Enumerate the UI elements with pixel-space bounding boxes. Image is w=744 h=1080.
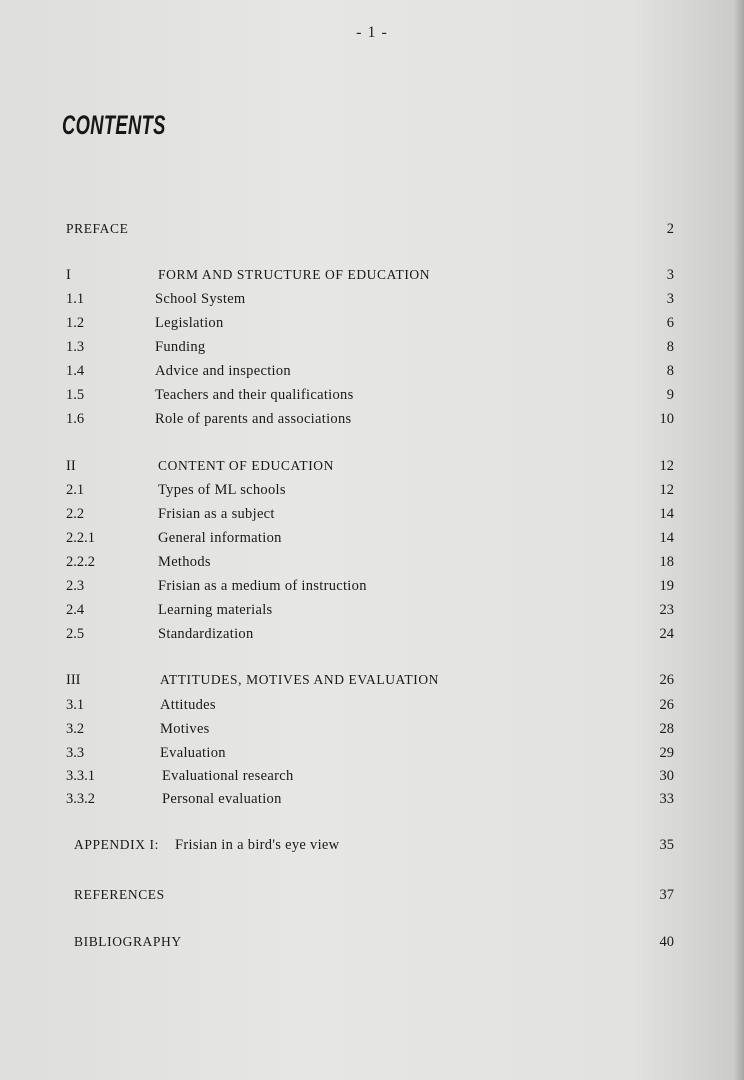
entry-number: 3.2 (66, 721, 85, 737)
bibliography-label: BIBLIOGRAPHY (74, 934, 182, 949)
entry-number: 3.3.2 (66, 791, 95, 807)
appendix-label: APPENDIX I: (74, 837, 159, 852)
entry-title: Personal evaluation (162, 791, 282, 807)
entry-number: 2.5 (66, 626, 85, 642)
entry-number: 1.5 (66, 387, 85, 403)
page-ref: 29 (659, 745, 674, 761)
toc-entry (0, 765, 744, 787)
page-ref: 18 (659, 554, 674, 570)
entry-number: 1.1 (66, 291, 85, 307)
entry-number: 3.3.1 (66, 768, 95, 784)
page-ref: 3 (666, 267, 674, 283)
toc-preface (0, 218, 744, 240)
entry-number: 1.3 (66, 339, 85, 355)
entry-title: Methods (158, 554, 211, 570)
section-title: CONTENT OF EDUCATION (158, 458, 334, 473)
entry-title: Teachers and their qualifications (155, 387, 354, 403)
toc-entry (0, 742, 744, 764)
page-ref: 19 (659, 578, 674, 594)
toc-entry (0, 408, 744, 430)
entry-number: 1.6 (66, 411, 85, 427)
entry-number: 2.2.2 (66, 554, 95, 570)
page-ref: 23 (659, 602, 674, 618)
page-ref: 10 (659, 411, 674, 427)
entry-title: Role of parents and associations (155, 411, 352, 427)
page-ref: 6 (666, 315, 674, 331)
section-number: II (66, 458, 76, 474)
entry-number: 2.2.1 (66, 530, 95, 546)
entry-number: 2.2 (66, 506, 85, 522)
page-ref: 28 (659, 721, 674, 737)
toc-entry (0, 288, 744, 310)
toc-entry (0, 503, 744, 525)
toc-entry (0, 718, 744, 740)
toc-entry (0, 384, 744, 406)
toc-section-heading (0, 669, 744, 691)
toc-entry (0, 694, 744, 716)
entry-title: Motives (160, 721, 210, 737)
contents-heading: CONTENTS (62, 110, 166, 140)
entry-title: Funding (155, 339, 206, 355)
entry-number: 2.1 (66, 482, 85, 498)
entry-title: Attitudes (160, 697, 216, 713)
entry-title: Standardization (158, 626, 254, 642)
toc-entry (0, 599, 744, 621)
page-ref: 26 (659, 697, 674, 713)
entry-title: General information (158, 530, 282, 546)
entry-title: Advice and inspection (155, 363, 291, 379)
page-ref: 14 (659, 506, 674, 522)
page-ref: 12 (659, 482, 674, 498)
toc-entry (0, 312, 744, 334)
entry-title: Learning materials (158, 602, 273, 618)
toc-entry (0, 360, 744, 382)
entry-number: 2.3 (66, 578, 85, 594)
page-ref: 12 (659, 458, 674, 474)
entry-number: 3.3 (66, 745, 85, 761)
page-ref: 9 (666, 387, 674, 403)
entry-number: 1.4 (66, 363, 85, 379)
page-ref: 30 (659, 768, 674, 784)
preface-label: PREFACE (66, 221, 129, 236)
toc-entry (0, 527, 744, 549)
entry-number: 1.2 (66, 315, 85, 331)
toc-entry (0, 575, 744, 597)
entry-title: Frisian as a subject (158, 506, 275, 522)
toc-bibliography (0, 931, 744, 953)
appendix-title: Frisian in a bird's eye view (175, 837, 340, 853)
entry-title: Evaluational research (162, 768, 294, 784)
entry-title: Frisian as a medium of instruction (158, 578, 367, 594)
section-title: ATTITUDES, MOTIVES AND EVALUATION (160, 672, 440, 687)
entry-title: Evaluation (160, 745, 226, 761)
page-ref: 8 (666, 363, 674, 379)
page-ref: 37 (659, 887, 674, 903)
page-ref: 8 (666, 339, 674, 355)
section-number: I (66, 267, 71, 283)
page-ref: 33 (659, 791, 674, 807)
toc-entry (0, 479, 744, 501)
page-ref: 24 (659, 626, 674, 642)
toc-section-heading (0, 264, 744, 286)
toc-entry (0, 623, 744, 645)
entry-title: School System (155, 291, 246, 307)
toc-entry (0, 336, 744, 358)
references-label: REFERENCES (74, 887, 165, 902)
entry-number: 3.1 (66, 697, 85, 713)
toc-entry (0, 551, 744, 573)
page-number: - 1 - (356, 24, 388, 41)
page-ref: 3 (666, 291, 674, 307)
entry-title: Legislation (155, 315, 224, 331)
entry-title: Types of ML schools (158, 482, 286, 498)
toc-section-heading (0, 455, 744, 477)
entry-number: 2.4 (66, 602, 85, 618)
toc-references (0, 884, 744, 906)
toc-appendix (0, 834, 744, 856)
page-ref: 2 (666, 221, 674, 237)
section-title: FORM AND STRUCTURE OF EDUCATION (158, 267, 431, 282)
page-ref: 26 (659, 672, 674, 688)
page-ref: 35 (659, 837, 674, 853)
toc-entry (0, 788, 744, 810)
page-ref: 14 (659, 530, 674, 546)
section-number: III (66, 672, 81, 688)
page-ref: 40 (659, 934, 674, 950)
